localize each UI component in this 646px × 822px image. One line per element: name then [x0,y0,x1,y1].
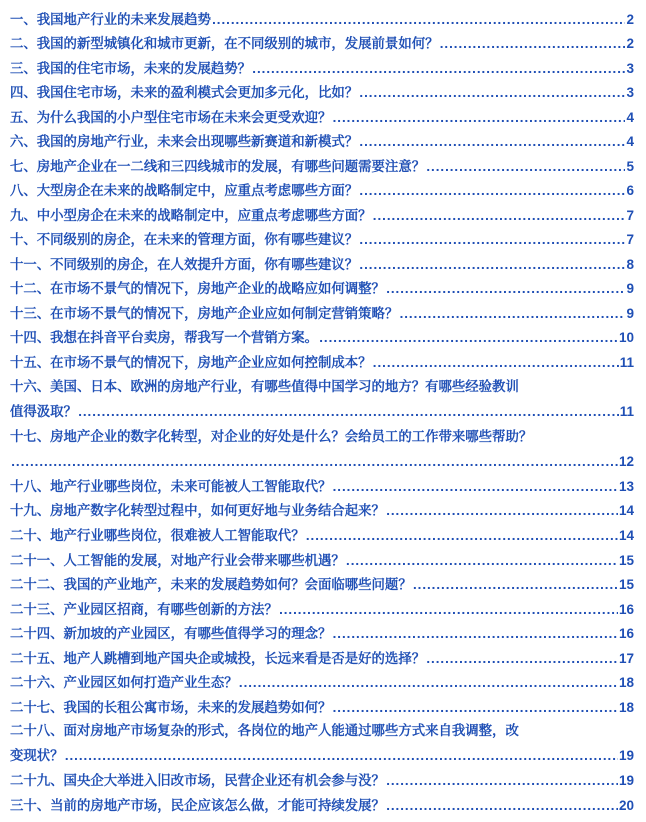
dot-leader [359,254,625,278]
toc-entry-title: 十五、在市场不景气的情况下，房地产企业应如何控制成本？ [10,356,372,371]
toc-entry-line [10,130,634,154]
toc-entry-line [10,475,634,499]
toc-entry-title: 二十一、人工智能的发展，对地产行业会带来哪些机遇？ [10,554,345,569]
toc-entry[interactable] [10,376,634,424]
toc-entry[interactable] [10,720,634,768]
toc-entry-title: 二十九、国央企大举进入旧改市场，民营企业还有机会参与没？ [10,774,385,789]
toc-entry-title: 十三、在市场不景气的情况下，房地产企业应如何制定营销策略？ [10,307,399,322]
toc-page-number: 18 [618,675,634,690]
toc-entry-line [10,450,634,474]
toc-entry[interactable] [10,228,634,252]
toc-entry-title: 四、我国住宅市场，未来的盈利模式会更加多元化，比如？ [10,86,359,101]
toc-entry[interactable] [10,130,634,154]
toc-entry[interactable] [10,32,634,56]
toc-entry-line [10,106,634,130]
toc-entry-line [10,155,634,179]
toc-entry-title: 二十六、产业园区如何打造产业生态？ [10,676,238,691]
toc-page-number: 19 [618,773,634,788]
toc-entry-title: 三、我国的住宅市场，未来的发展趋势？ [10,62,252,77]
toc-entry-line [10,8,634,32]
toc-page-number: 12 [618,454,634,469]
toc-entry-title: 十七、房地产企业的数字化转型，对企业的好处是什么？会给员工的工作带来哪些帮助？ [10,430,533,445]
toc-entry[interactable] [10,769,634,793]
toc-entry-line [10,81,634,105]
toc-entry-line [10,647,634,671]
dot-leader [332,476,618,500]
toc-entry-line [10,549,634,573]
dot-leader [279,599,618,623]
dot-leader [359,82,625,106]
toc-entry-title: 二十四、新加坡的产业园区，有哪些值得学习的理念？ [10,627,332,642]
toc-entry-line [10,204,634,228]
dot-leader [399,303,625,327]
toc-entry-line [10,622,634,646]
dot-leader [78,401,619,425]
dot-leader [11,451,618,475]
toc-entry-title: 八、大型房企在未来的战略制定中，应重点考虑哪些方面？ [10,184,359,199]
toc-page-number: 11 [619,404,634,419]
toc-entry[interactable] [10,524,634,548]
toc-page-number: 10 [618,330,634,345]
dot-leader [426,648,618,672]
toc-entry-line [10,794,634,818]
toc-entry-title: 七、房地产企业在一二线和三四线城市的发展，有哪些问题需要注意？ [10,160,426,175]
toc-entry-title: 十、不同级别的房企，在未来的管理方面，你有哪些建议？ [10,233,359,248]
toc-entry-title-continuation: 变现状？ [10,749,64,764]
toc-entry[interactable] [10,573,634,597]
toc-page-number: 16 [618,602,634,617]
toc-page-number: 2 [626,12,634,27]
toc-entry-line [10,598,634,622]
toc-page-number: 17 [618,651,634,666]
toc-page-number: 18 [618,700,634,715]
dot-leader [319,327,618,351]
toc-page-number: 16 [618,626,634,641]
toc-entry-line [10,524,634,548]
toc-page-number: 15 [618,553,634,568]
toc-entry-line [10,179,634,203]
toc-entry-title: 十九、房地产数字化转型过程中，如何更好地与业务结合起来？ [10,504,385,519]
toc-entry-title: 十一、不同级别的房企，在人效提升方面，你有哪些建议？ [10,258,359,273]
toc-entry-line [10,277,634,301]
toc-page-number: 13 [618,479,634,494]
toc-page-number: 9 [626,281,634,296]
toc-entry-title: 二十二、我国的产业地产，未来的发展趋势如何？会面临哪些问题？ [10,578,412,593]
toc-entry-title: 二十七、我国的长租公寓市场，未来的发展趋势如何？ [10,701,332,716]
toc-entry[interactable] [10,155,634,179]
dot-leader [373,352,619,376]
dot-leader [386,278,626,302]
toc-entry[interactable] [10,426,634,474]
toc-entry[interactable] [10,351,634,375]
toc-entry-title: 十六、美国、日本、欧洲的房地产行业，有哪些值得中国学习的地方？有哪些经验教训 [10,380,519,395]
toc-entry-line [10,351,634,375]
toc-page-number: 6 [626,183,634,198]
toc-page-number: 4 [626,110,634,125]
dot-leader [359,229,625,253]
dot-leader [212,9,626,33]
dot-leader [359,180,625,204]
toc-page-number: 7 [626,208,634,223]
toc-entry-title: 五、为什么我国的小户型住宅市场在未来会更受欢迎？ [10,111,332,126]
toc-entry-title: 三十、当前的房地产市场，民企应该怎么做，才能可持续发展？ [10,799,385,814]
toc-entry-title: 二十八、面对房地产市场复杂的形式，各岗位的地产人能通过哪些方式来自我调整，改 [10,724,519,739]
toc-entry[interactable] [10,794,634,818]
toc-page-number: 7 [626,232,634,247]
dot-leader [239,672,618,696]
toc-entry-title: 十八、地产行业哪些岗位，未来可能被人工智能取代？ [10,480,332,495]
toc-entry-line [10,228,634,252]
toc-page-number: 14 [618,503,634,518]
toc-entry[interactable] [10,8,634,32]
toc-entry[interactable] [10,57,634,81]
toc-page-number: 8 [626,257,634,272]
toc-entry[interactable] [10,179,634,203]
toc-entry-line [10,57,634,81]
toc-entry-title: 二、我国的新型城镇化和城市更新，在不同级别的城市，发展前景如何？ [10,37,439,52]
toc-page-number: 3 [626,85,634,100]
toc-entry-title: 十二、在市场不景气的情况下，房地产企业的战略应如何调整？ [10,282,385,297]
dot-leader [359,131,625,155]
toc-entry[interactable] [10,475,634,499]
dot-leader [306,525,618,549]
toc-entry-line [10,253,634,277]
toc-page-number: 9 [626,306,634,321]
toc-entry[interactable] [10,696,634,720]
toc-entry[interactable] [10,253,634,277]
toc-entry-title-continuation: 值得汲取？ [10,405,77,420]
toc-entry-line [10,32,634,56]
toc-page-number: 3 [626,61,634,76]
dot-leader [373,205,626,229]
dot-leader [332,623,618,647]
toc-page-number: 5 [626,159,634,174]
toc-entry[interactable] [10,81,634,105]
toc-entry[interactable] [10,622,634,646]
toc-entry-title: 六、我国的房地产行业，未来会出现哪些新赛道和新模式？ [10,135,359,150]
dot-leader [426,156,625,180]
toc-entry-line [10,671,634,695]
toc-entry-line [10,769,634,793]
toc-entry-line [10,573,634,597]
toc-entry-title: 二十三、产业园区招商，有哪些创新的方法？ [10,603,278,618]
toc-entry-line [10,326,634,350]
toc-entry-title: 一、我国地产行业的未来发展趋势 [10,13,211,28]
toc-entry-line [10,499,634,523]
dot-leader [386,500,618,524]
dot-leader [440,33,626,57]
dot-leader [386,795,618,819]
toc-entry-title: 十四、我想在抖音平台卖房，帮我写一个营销方案。 [10,331,318,346]
toc-entry[interactable] [10,598,634,622]
toc-page-number: 14 [618,528,634,543]
toc-page-number: 2 [626,36,634,51]
toc-entry[interactable] [10,647,634,671]
toc-page-number: 20 [618,798,634,813]
toc-entry[interactable] [10,671,634,695]
toc-entry-line [10,696,634,720]
toc-entry[interactable] [10,326,634,350]
toc-page-number: 15 [618,577,634,592]
dot-leader [65,745,618,769]
toc-entry[interactable] [10,106,634,130]
toc-entry[interactable] [10,302,634,326]
dot-leader [332,107,625,131]
dot-leader [386,770,618,794]
toc-entry-title: 二十五、地产人跳槽到地产国央企或城投，长远来看是否是好的选择？ [10,652,426,667]
toc-entry[interactable] [10,499,634,523]
toc-page-number: 4 [626,134,634,149]
toc-entry-line [10,744,634,768]
toc-page-number: 11 [619,355,634,370]
dot-leader [332,697,618,721]
toc-entry[interactable] [10,277,634,301]
toc-entry-title: 九、中小型房企在未来的战略制定中，应重点考虑哪些方面？ [10,209,372,224]
toc-entry-title: 二十、地产行业哪些岗位，很难被人工智能取代？ [10,529,305,544]
dot-leader [413,574,618,598]
toc-entry[interactable] [10,204,634,228]
toc-page-number: 19 [618,748,634,763]
toc-entry[interactable] [10,549,634,573]
toc-entry-line [10,302,634,326]
dot-leader [252,58,625,82]
dot-leader [346,550,618,574]
toc-entry-line [10,400,634,424]
